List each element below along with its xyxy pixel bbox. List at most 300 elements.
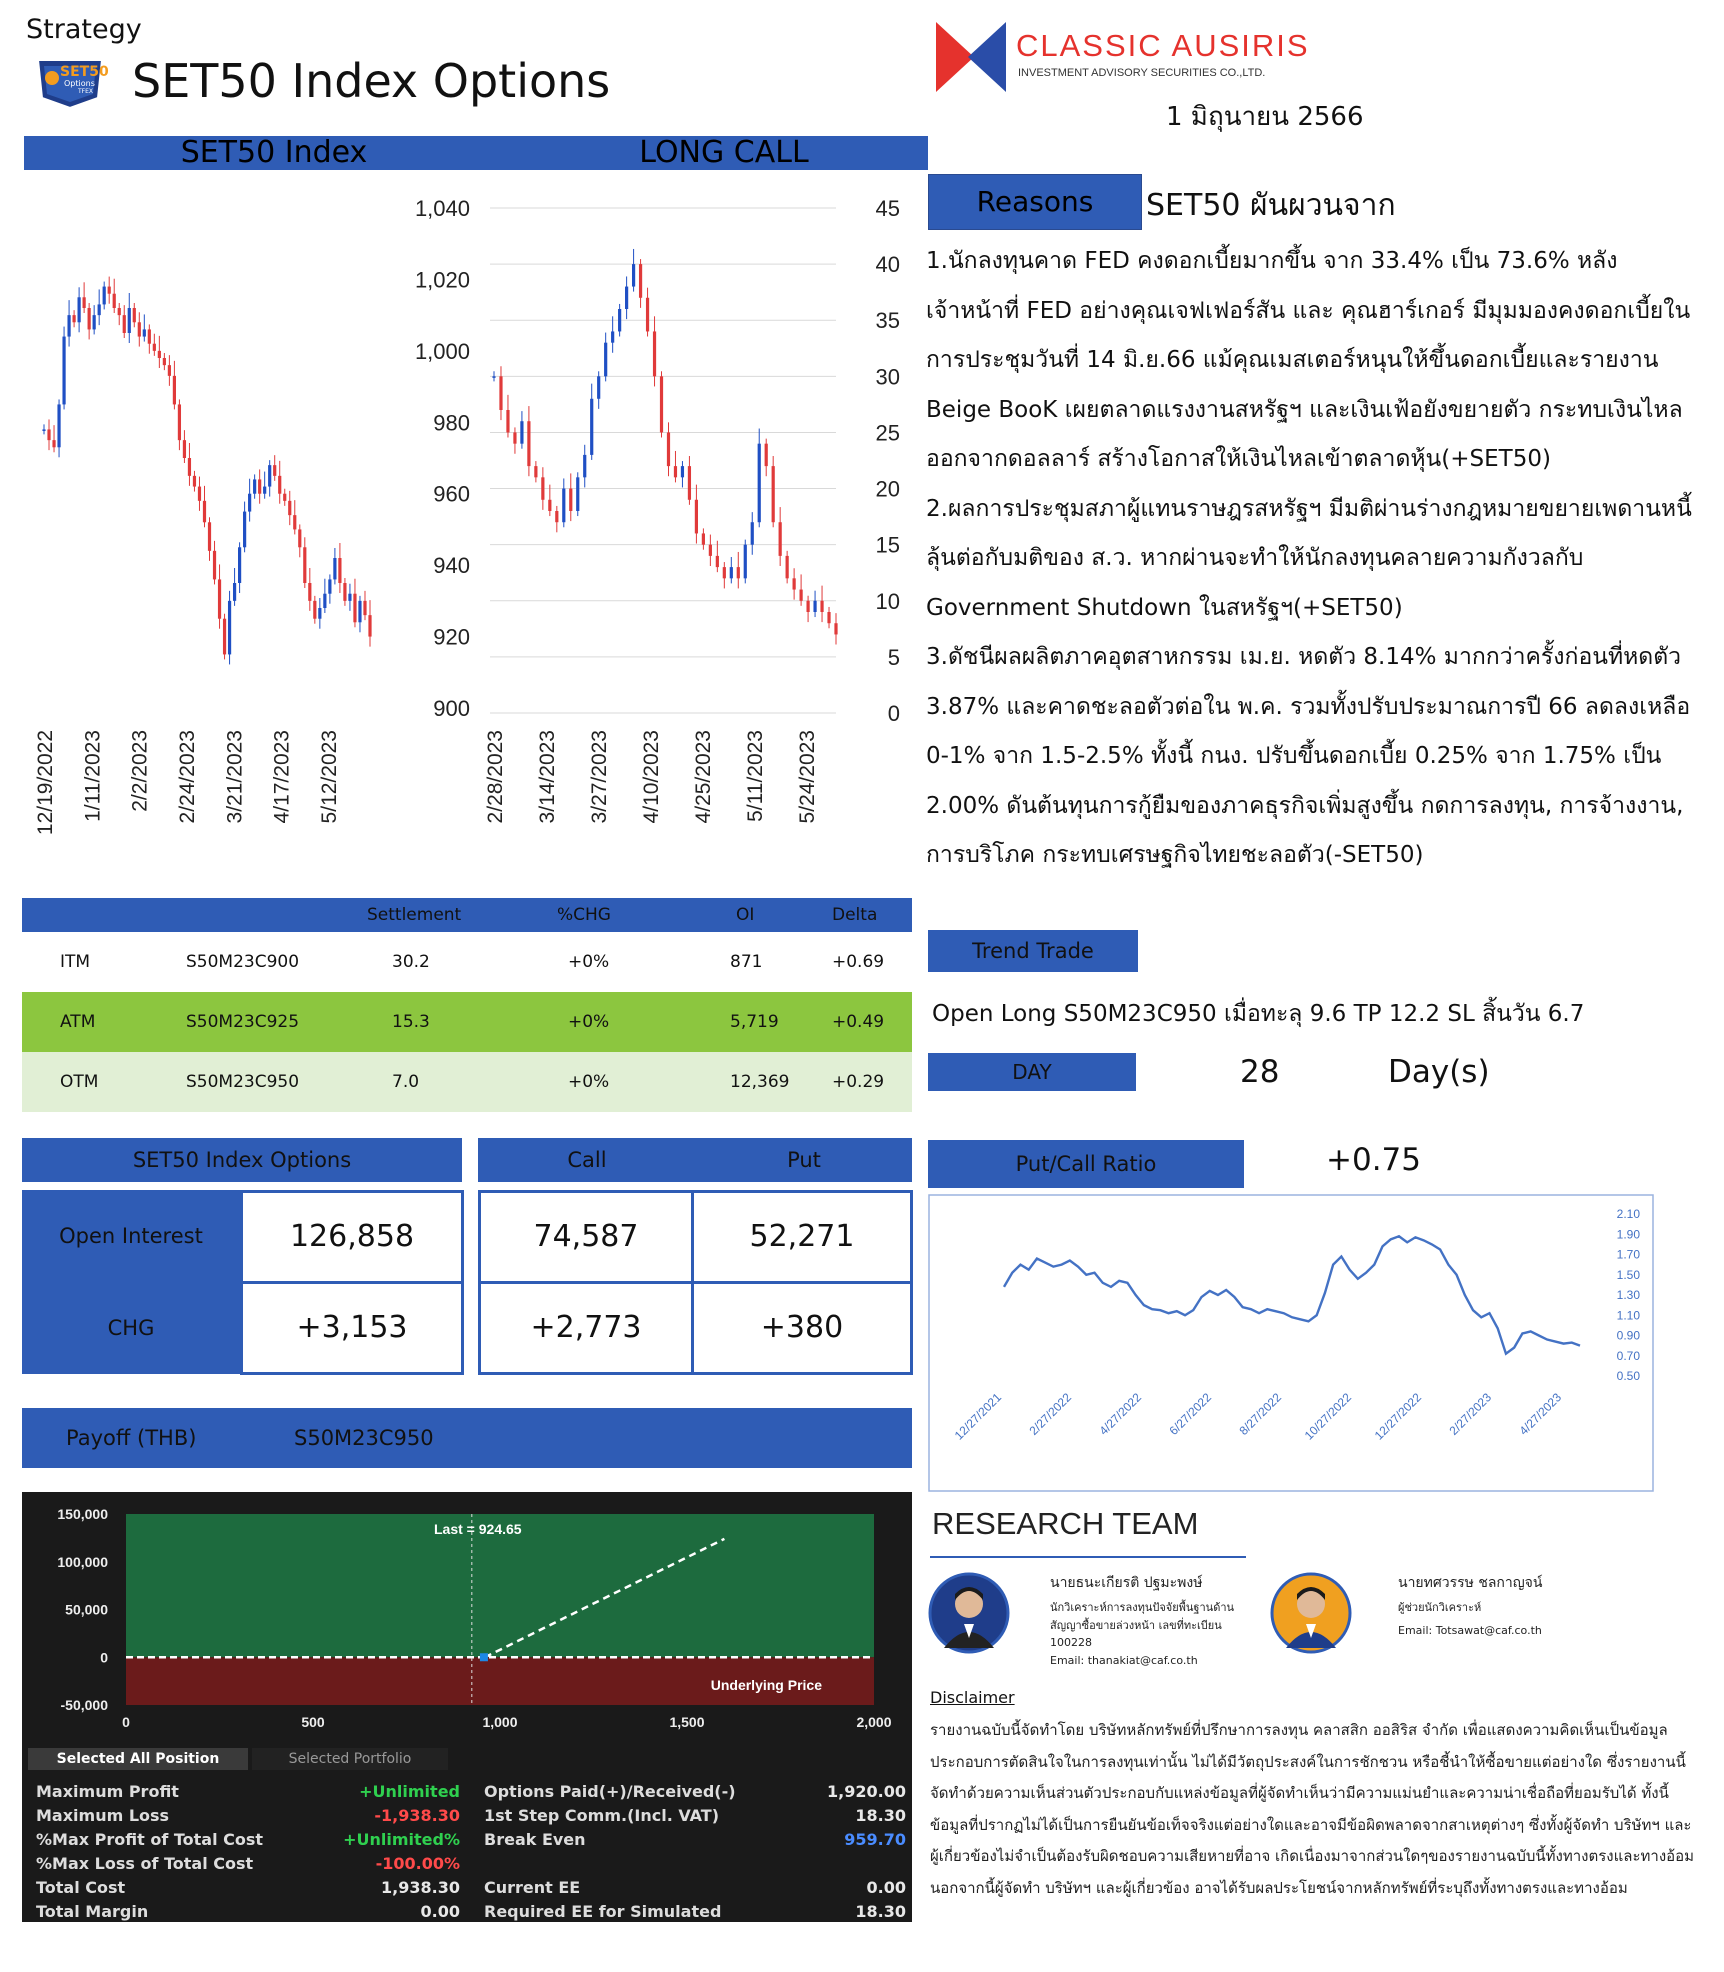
tab-selected-portfolio-label: Selected Portfolio (288, 1751, 412, 1767)
reason-line: 0-1% จาก 1.5-2.5% ทั้งนี้ กนง. ปรับขึ้นดอกเบี้ย 0.25% จาก 1.75% เป็น (926, 743, 1662, 769)
candle-body (108, 287, 111, 294)
candle-body (786, 556, 789, 578)
payoff-stat-value: 959.70 (844, 1830, 906, 1849)
reasons-label (928, 174, 1142, 230)
y-tick-label: 1.30 (1616, 1288, 1640, 1302)
x-tick-label: 1/11/2023 (81, 730, 105, 822)
x-tick-label: 4/27/2023 (1516, 1390, 1565, 1438)
y-tick-label: -50,000 (60, 1697, 108, 1713)
candle-body (52, 440, 55, 447)
report-date: 1 มิถุนายน 2566 (1166, 102, 1364, 132)
candle-body (338, 558, 341, 583)
candle-body (562, 489, 565, 523)
oi-cell: 871 (730, 952, 763, 972)
call-label: Call (567, 1148, 607, 1172)
set50-index-header: SET50 Index (180, 135, 368, 170)
x-tick-label: 1,500 (669, 1714, 705, 1730)
candle-body (506, 410, 509, 432)
candle-body (653, 331, 656, 376)
candle-body (333, 558, 336, 579)
candle-body (681, 466, 684, 477)
day-label-text: DAY (1012, 1060, 1052, 1084)
options-table-header (22, 898, 912, 932)
candle-body (513, 432, 516, 443)
series-cell: S50M23C950 (186, 1072, 300, 1092)
candle-body (78, 297, 81, 322)
reason-line: การประชุมวันที่ 14 มิ.ย.66 แม้คุณเมสเตอร์หนุนให้ขึ้นดอกเบี้ยและรายงาน (926, 347, 1659, 373)
pcr-value: +0.75 (1326, 1142, 1421, 1178)
candle-body (625, 287, 628, 309)
payoff-stat-value: 1,938.30 (381, 1878, 460, 1897)
y-tick-label: 20 (875, 476, 900, 502)
candle-body (223, 619, 226, 655)
candle-body (278, 476, 281, 494)
open-interest-label-text: Open Interest (59, 1224, 203, 1248)
payoff-stat-label: Maximum Loss (36, 1806, 170, 1825)
y-tick-label: 1,040 (414, 196, 470, 221)
y-tick-label: 1.50 (1616, 1267, 1640, 1282)
candle-body (358, 601, 361, 622)
oi-summary-title-text: SET50 Index Options (132, 1148, 352, 1172)
candle-body (820, 601, 823, 612)
table-row[interactable] (22, 992, 912, 1052)
candle-body (618, 309, 621, 331)
table-row[interactable] (22, 1052, 912, 1112)
long-call-chart (480, 180, 910, 860)
candle-body (183, 440, 186, 458)
candle-body (534, 466, 537, 477)
candle-body (328, 579, 331, 593)
total-oi-cell (240, 1190, 464, 1284)
candle-body (716, 556, 719, 567)
payoff-stat-value: 0.00 (866, 1878, 906, 1897)
trend-trade-text: Trend Trade (972, 939, 1094, 963)
disclaimer-title: Disclaimer (930, 1688, 1015, 1707)
reason-line: 3.ดัชนีผลผลิตภาคอุตสาหกรรม เม.ย. หดตัว 8.14% มากกว่าครั้งก่อนที่หดตัว (926, 644, 1682, 670)
candle-body (583, 455, 586, 477)
y-tick-label: 100,000 (57, 1553, 108, 1570)
call-put-header (478, 1138, 912, 1182)
candle-body (765, 444, 768, 466)
x-tick-label: 3/27/2023 (588, 730, 611, 824)
total-oi-value: 126,858 (289, 1219, 415, 1254)
candle-body (348, 594, 351, 601)
days-value: 28 (1240, 1054, 1280, 1090)
researcher-1-email: Email: thanakiat@caf.co.th (1050, 1654, 1198, 1667)
brand-logo-icon (934, 20, 1008, 94)
candle-body (193, 476, 196, 487)
y-tick-label: 40 (875, 252, 900, 278)
candle-body (646, 298, 649, 332)
candle-body (313, 601, 316, 619)
y-tick-label: 25 (875, 420, 900, 446)
candle-body (730, 567, 733, 578)
reasons-heading: SET50 ผันผวนจาก (1146, 188, 1396, 223)
researcher-1-role-2: สัญญาซื้อขายล่วงหน้า เลขที่ทะเบียน (1050, 1619, 1222, 1632)
candle-body (751, 522, 754, 544)
delta-cell: +0.29 (832, 1072, 885, 1092)
moneyness-cell: OTM (60, 1072, 99, 1092)
candle-body (273, 465, 276, 476)
candle-body (303, 547, 306, 583)
candle-body (674, 466, 677, 477)
candle-body (604, 343, 607, 377)
x-tick-label: 4/10/2023 (640, 730, 663, 824)
y-tick-label: 5 (887, 644, 900, 670)
y-tick-label: 1.10 (1616, 1308, 1640, 1323)
candle-body (813, 601, 816, 612)
payoff-stat-value: 1,920.00 (827, 1782, 906, 1801)
y-tick-label: 0.70 (1616, 1348, 1640, 1363)
chg-label-text: CHG (107, 1316, 155, 1340)
candle-body (208, 522, 211, 551)
x-tick-label: 8/27/2022 (1236, 1390, 1285, 1438)
payoff-stat-label: Break Even (484, 1830, 586, 1849)
candle-body (148, 329, 151, 343)
candle-body (576, 477, 579, 511)
col-delta: Delta (832, 905, 878, 925)
candle-body (499, 376, 502, 410)
candle-body (555, 511, 558, 522)
payoff-panel (22, 1492, 912, 1922)
candle-body (827, 612, 830, 623)
x-tick-label: 4/27/2022 (1096, 1390, 1145, 1438)
y-tick-label: 35 (875, 308, 900, 334)
research-team-title: RESEARCH TEAM (932, 1506, 1199, 1541)
total-chg-cell (240, 1281, 464, 1375)
x-tick-label: 2/27/2022 (1026, 1390, 1075, 1438)
y-tick-label: 1.90 (1616, 1227, 1640, 1242)
reason-line: 1.นักลงทุนคาด FED คงดอกเบี้ยมากขึ้น จาก 33.4% เป็น 73.6% หลัง (926, 248, 1618, 274)
candle-body (253, 479, 256, 493)
candle-body (173, 376, 176, 405)
x-tick-label: 3/21/2023 (223, 730, 247, 824)
x-tick-label: 12/27/2022 (1371, 1390, 1425, 1443)
y-tick-label: 15 (875, 532, 900, 558)
settlement-cell: 7.0 (392, 1072, 420, 1092)
x-tick-label: 4/25/2023 (692, 730, 715, 824)
candle-body (318, 608, 321, 619)
candle-body (772, 466, 775, 522)
payoff-stat-label: Total Margin (36, 1902, 149, 1921)
candle-body (806, 601, 809, 612)
researcher-1-name: นายธนะเกียรติ ปฐมะพงษ์ (1050, 1575, 1203, 1591)
researcher-2-role: ผู้ช่วยนักวิเคราะห์ (1398, 1601, 1482, 1614)
page-title: SET50 Index Options (132, 54, 611, 108)
candle-body (283, 494, 286, 501)
disclaimer-line: นอกจากนี้ผู้จัดทำ บริษัทฯ และผู้เกี่ยวข้อง อาจได้รับผลประโยชน์จากหลักทรัพย์ที่ระบุถึงทั้งทางตรงและทางอ้อม (930, 1878, 1628, 1897)
payoff-stat-label: Current EE (484, 1878, 581, 1897)
candle-body (368, 615, 371, 636)
candle-body (138, 322, 141, 336)
y-tick-label: 920 (433, 624, 470, 650)
x-tick-label: 0 (122, 1714, 130, 1730)
set50-options-logo (34, 54, 109, 110)
tab-selected-portfolio[interactable] (252, 1748, 448, 1770)
x-tick-label: 12/19/2022 (34, 730, 57, 836)
candle-body (660, 376, 663, 432)
y-tick-label: 0 (100, 1649, 108, 1666)
payoff-stat-label: Required EE for Simulated (484, 1902, 722, 1921)
brand-name: CLASSIC AUSIRIS (1016, 28, 1310, 63)
payoff-stat-value: +Unlimited (359, 1782, 460, 1801)
payoff-stat-value: 0.00 (420, 1902, 460, 1921)
y-tick-label: 960 (433, 481, 470, 507)
reasons-label-text: Reasons (976, 185, 1094, 218)
moneyness-cell: ATM (60, 1012, 96, 1032)
x-tick-label: 3/14/2023 (536, 730, 559, 824)
disclaimer-line: ผู้เกี่ยวข้องไม่จำเป็นต้องรับผิดชอบความเสียหายที่อาจ เกิดเนื่องมาจากส่วนใดๆของรายงานฉบับนี้ทั้งทางตรงและทางอ้อม (930, 1847, 1695, 1865)
x-tick-label: 2/24/2023 (176, 730, 199, 824)
candle-body (541, 477, 544, 499)
candle-body (228, 601, 231, 655)
x-tick-label: 5/11/2023 (744, 730, 767, 822)
candle-body (243, 512, 246, 548)
y-tick-label: 2.10 (1616, 1207, 1640, 1221)
candle-body (527, 421, 530, 466)
tab-selected-all-position[interactable] (28, 1748, 248, 1770)
reason-line: ออกจากดอลลาร์ สร้างโอกาสให้เงินไหลเข้าตลาดหุ้น(+SET50) (926, 446, 1551, 472)
reason-line: 3.87% และคาดชะลอตัวต่อใน พ.ค. รวมทั้งปรับประมาณการปี 66 ลดลงเหลือ (926, 693, 1691, 720)
total-chg-value: +3,153 (296, 1310, 408, 1345)
series-cell: S50M23C900 (186, 952, 300, 972)
candle-body (163, 358, 166, 365)
y-tick-label: 10 (875, 588, 900, 614)
y-tick-label: 900 (433, 696, 470, 721)
payoff-stat-label: %Max Profit of Total Cost (36, 1830, 264, 1849)
delta-cell: +0.69 (832, 952, 885, 972)
candle-body (133, 308, 136, 322)
trend-trade-label (928, 930, 1138, 972)
y-tick-label: 1,000 (414, 338, 470, 364)
x-tick-label: 4/17/2023 (270, 730, 294, 824)
x-tick-label: 2/2/2023 (128, 730, 152, 812)
put-call-ratio-chart (928, 1194, 1654, 1492)
chart-header-bar (24, 136, 928, 170)
researcher-2-name: นายทศวรรษ ชลกาญจน์ (1398, 1575, 1543, 1591)
candle-body (548, 500, 551, 511)
payoff-chart (22, 1492, 912, 1742)
col-oi: OI (736, 905, 755, 925)
candle-body (213, 551, 216, 580)
strategy-label: Strategy (26, 14, 142, 45)
candle-body (639, 264, 642, 298)
call-chg-value: +2,773 (530, 1310, 642, 1345)
disclaimer-line: จัดทำด้วยความเห็นส่วนตัวประกอบกับแหล่งข้อมูลที่ผู้จัดทำเห็นว่ามีความแม่นยำและความน่าเชื่อถือที่ยอมรับได้ ทั้งนี้ (930, 1784, 1669, 1802)
candle-body (93, 315, 96, 329)
table-row[interactable] (22, 932, 912, 992)
x-tick-label: 5/24/2023 (796, 730, 819, 824)
candle-body (709, 545, 712, 556)
reason-line: เจ้าหน้าที่ FED อย่างคุณเจฟเฟอร์สัน และ คุณฮาร์เกอร์ มีมุมมองคงดอกเบี้ยใน (926, 297, 1691, 324)
payoff-stat-value: -100.00% (375, 1854, 460, 1873)
payoff-stat-label: Options Paid(+)/Received(-) (484, 1782, 736, 1801)
payoff-stat-label: Maximum Profit (36, 1782, 179, 1801)
y-tick-label: 150,000 (57, 1506, 108, 1522)
candle-body (723, 567, 726, 578)
chg-cell: +0% (568, 952, 610, 972)
candle-body (57, 404, 60, 447)
x-tick-label: 2/28/2023 (484, 730, 507, 824)
candle-body (98, 304, 101, 315)
chart-frame (929, 1195, 1653, 1491)
candle-body (779, 522, 782, 556)
put-chg-cell (691, 1281, 913, 1375)
chg-cell: +0% (568, 1072, 610, 1092)
payoff-stat-value: -1,938.30 (374, 1806, 460, 1825)
y-tick-label: 980 (433, 410, 470, 436)
disclaimer-line: ประกอบการตัดสินใจในการลงทุนเท่านั้น ไม่ได้มีวัตถุประสงค์ในการชักชวน หรือชี้นำให้ซื้อขายแต่อย่างใด ซึ่งรายงานนี้ (930, 1752, 1686, 1771)
put-chg-value: +380 (760, 1310, 844, 1345)
x-tick-label: 6/27/2022 (1166, 1390, 1215, 1438)
trend-trade-plan: Open Long S50M23C950 เมื่อทะลุ 9.6 TP 12.2 SL สิ้นวัน 6.7 (932, 1001, 1585, 1027)
candle-body (188, 458, 191, 476)
y-tick-label: 1,020 (414, 267, 470, 293)
x-tick-label: 5/12/2023 (318, 730, 341, 824)
candle-body (103, 287, 106, 305)
candle-body (263, 487, 266, 494)
oi-cell: 5,719 (730, 1012, 779, 1032)
candle-body (178, 404, 181, 440)
payoff-stat-label: 1st Step Comm.(Incl. VAT) (484, 1806, 720, 1825)
candle-body (158, 351, 161, 358)
reason-line: ลุ้นต่อกับมติของ ส.ว. หากผ่านจะทำให้นักลงทุนคลายความกังวลกับ (926, 545, 1584, 571)
col-settlement: Settlement (367, 905, 462, 925)
candle-body (88, 308, 91, 329)
chg-label (22, 1282, 240, 1374)
brand-sub: INVESTMENT ADVISORY SECURITIES CO.,LTD. (1018, 67, 1266, 79)
candle-body (298, 529, 301, 547)
payoff-stat-label: Total Cost (36, 1878, 126, 1897)
candle-body (353, 594, 356, 623)
y-tick-label: 0.50 (1616, 1369, 1640, 1383)
candle-body (203, 501, 206, 522)
candle-body (83, 297, 86, 308)
reason-line: 2.ผลการประชุมสภาผู้แทนราษฎรสหรัฐฯ มีมติผ่านร่างกฎหมายขยายเพดานหนี้ (926, 495, 1692, 522)
underlying-price-label: Underlying Price (710, 1677, 822, 1693)
x-tick-label: 2,000 (856, 1714, 892, 1730)
candle-body (343, 583, 346, 601)
payoff-stat-value: 18.30 (855, 1902, 906, 1921)
researcher-1-reg: 100228 (1050, 1636, 1092, 1649)
candle-body (793, 578, 796, 589)
candle-body (632, 264, 635, 286)
x-tick-label: 10/27/2022 (1301, 1390, 1355, 1443)
reason-line: 2.00% ดันต้นทุนการกู้ยืมของภาคธุรกิจเพิ่มสูงขึ้น กดการลงทุน, การจ้างงาน, (926, 792, 1684, 819)
candle-body (667, 432, 670, 466)
candle-body (288, 501, 291, 515)
candle-body (198, 487, 201, 501)
candle-body (62, 337, 65, 405)
oi-summary-title (22, 1138, 462, 1182)
set50-index-chart (30, 180, 480, 860)
chg-cell: +0% (568, 1012, 610, 1032)
research-divider (930, 1556, 1246, 1558)
put-oi-cell (691, 1190, 913, 1284)
day-label (928, 1053, 1136, 1091)
candle-body (363, 601, 366, 615)
break-even-point (480, 1653, 488, 1661)
candle-body (218, 579, 221, 618)
avatar (1270, 1572, 1352, 1654)
candle-body (233, 583, 236, 601)
last-price-annotation: Last = 924.65 (434, 1521, 522, 1537)
candle-body (47, 429, 50, 440)
x-tick-label: 12/27/2021 (951, 1390, 1005, 1443)
payoff-series: S50M23C950 (294, 1426, 434, 1450)
y-tick-label: 1.70 (1616, 1247, 1640, 1262)
put-label: Put (787, 1148, 821, 1172)
candle-body (590, 399, 593, 455)
candle-body (168, 365, 171, 376)
y-tick-label: 940 (433, 553, 470, 579)
candle-body (248, 494, 251, 512)
series-cell: S50M23C925 (186, 1012, 300, 1032)
candle-body (308, 583, 311, 601)
candle-body (72, 315, 75, 322)
payoff-header (22, 1408, 912, 1468)
reason-line: การบริโภค กระทบเศรษฐกิจไทยชะลอตัว(-SET50) (926, 842, 1424, 868)
candle-body (128, 308, 131, 333)
candle-body (597, 376, 600, 398)
pcr-label (928, 1140, 1244, 1188)
reason-line: Government Shutdown ในสหรัฐฯ(+SET50) (926, 594, 1403, 621)
settlement-cell: 15.3 (392, 1012, 430, 1032)
x-tick-label: 1,000 (482, 1714, 518, 1730)
reason-line: Beige BooK เผยตลาดแรงงานสหรัฐฯ และเงินเฟ้อยังขยายตัว กระทบเงินไหล (926, 396, 1683, 423)
candle-body (758, 444, 761, 523)
open-interest-label (22, 1190, 240, 1282)
call-oi-value: 74,587 (533, 1219, 639, 1254)
y-tick-label: 30 (875, 364, 900, 390)
long-call-header: LONG CALL (639, 135, 809, 170)
settlement-cell: 30.2 (392, 952, 430, 972)
logo-sub: Options (64, 79, 95, 88)
candle-body (153, 344, 156, 351)
candle-body (737, 567, 740, 578)
candle-body (611, 331, 614, 342)
payoff-label: Payoff (THB) (66, 1426, 197, 1450)
avatar (928, 1572, 1010, 1654)
candle-body (113, 294, 116, 308)
payoff-stat-label: %Max Loss of Total Cost (36, 1854, 254, 1873)
candle-body (800, 590, 803, 601)
candle-body (744, 545, 747, 579)
candle-body (323, 594, 326, 608)
candle-body (238, 547, 241, 583)
y-tick-label: 0 (887, 701, 900, 726)
put-oi-value: 52,271 (749, 1219, 855, 1254)
payoff-stat-value: 18.30 (855, 1806, 906, 1825)
disclaimer-line: รายงานฉบับนี้จัดทำโดย บริษัทหลักทรัพย์ที่ปรึกษาการลงทุน คลาสสิก ออสิริส จำกัด เพื่อแสดงความคิดเห็นเป็นข้อมูล (930, 1721, 1668, 1739)
candle-body (569, 489, 572, 511)
researcher-2-email: Email: Totsawat@caf.co.th (1398, 1624, 1542, 1637)
candle-body (258, 479, 261, 493)
researcher-1-role-1: นักวิเคราะห์การลงทุนปัจจัยพื้นฐานด้าน (1050, 1601, 1235, 1614)
days-unit: Day(s) (1388, 1054, 1490, 1090)
oi-cell: 12,369 (730, 1072, 790, 1092)
y-tick-label: 50,000 (65, 1601, 108, 1618)
candle-body (123, 315, 126, 333)
disclaimer-line: ข้อมูลที่ปรากฏไม่ได้เป็นการยืนยันข้อเท็จจริงแต่อย่างใดและอาจมีข้อผิดพลาดจากสาเหตุต่างๆ ซึ่งทั้งผู้จัดทำ บริษัทฯ และ (930, 1815, 1692, 1834)
candle-body (268, 465, 271, 486)
candle-body (520, 421, 523, 443)
delta-cell: +0.49 (832, 1012, 885, 1032)
candle-body (143, 329, 146, 336)
candle-body (492, 376, 495, 378)
logo-text: SET50 (60, 64, 109, 80)
call-chg-cell (478, 1281, 694, 1375)
